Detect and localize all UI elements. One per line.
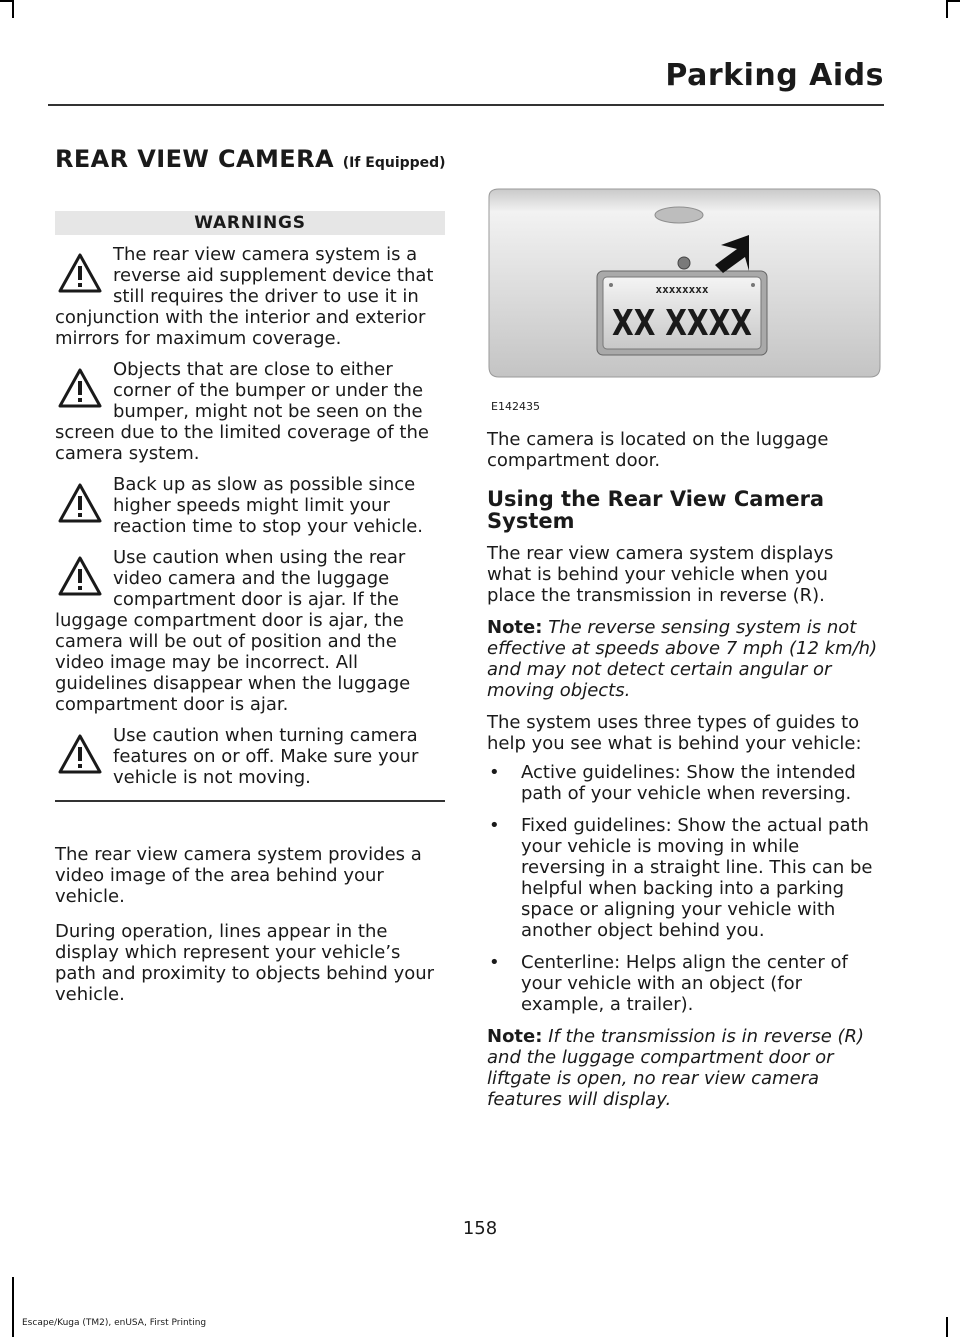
body-paragraph: The rear view camera system displays what is behind your vehicle when you place the transmission in reverse (R). — [487, 543, 834, 606]
note — [487, 1026, 882, 1110]
warning-text: Objects that are close to either corner of the bumper or under the bumper, might not be seen on the screen due to the limited coverage of the camera system. — [55, 359, 429, 464]
page-title: Parking Aids — [665, 58, 884, 93]
warning-text: The rear view camera system is a reverse aid supplement device that still requires the driver to use it in conjunction with the interior and exterior mirrors for maximum coverage. — [55, 244, 434, 349]
warnings-end-rule — [55, 800, 445, 802]
warning-triangle-icon — [57, 250, 103, 296]
note-text: If the transmission is in reverse (R) and the luggage compartment door or liftgate is open, no rear view camera features will display. — [487, 1026, 865, 1110]
subheading: Using the Rear View Camera System — [487, 487, 825, 533]
warning-text: Use caution when using the rear video camera and the luggage compartment door is ajar. If the luggage compartment door is ajar, the camera will be out of position and the video image may be incorrect. All guidelines disappear when the luggage compartment door is ajar. — [55, 547, 411, 715]
header-rule — [48, 104, 884, 106]
warning-item — [55, 547, 445, 715]
right-column — [487, 185, 882, 1110]
crop-mark — [946, 1317, 948, 1337]
note — [487, 617, 882, 701]
list-item — [487, 815, 882, 941]
warning-triangle-icon — [57, 553, 103, 599]
footer-text: Escape/Kuga (TM2), enUSA, First Printing — [22, 1318, 207, 1328]
warning-text: Back up as slow as possible since higher speeds might limit your reaction time to stop your vehicle. — [113, 474, 424, 537]
warning-text: Use caution when turning camera features on or off. Make sure your vehicle is not moving. — [113, 725, 419, 788]
bullet-icon: • — [489, 762, 500, 783]
bullet-icon: • — [489, 815, 500, 836]
warnings-list — [55, 244, 445, 788]
body-paragraph: The rear view camera system provides a video image of the area behind your vehicle. — [55, 844, 422, 907]
body-paragraph: The system uses three types of guides to help you see what is behind your vehicle: — [487, 712, 862, 754]
warning-triangle-icon — [57, 480, 103, 526]
warning-item — [55, 474, 445, 537]
warning-triangle-icon — [57, 365, 103, 411]
list-item-text: Centerline: Helps align the center of your vehicle with an object (for example, a trailer). — [521, 952, 848, 1015]
list-item — [487, 952, 882, 1015]
camera-location-figure — [487, 185, 882, 413]
plate-main-text: XX XXXX — [612, 303, 753, 344]
crop-mark — [12, 0, 14, 18]
note-text: The reverse sensing system is not effective at speeds above 7 mph (12 km/h) and may not detect certain angular or moving objects. — [487, 617, 878, 701]
warnings-heading: WARNINGS — [55, 211, 445, 235]
section-title-main: REAR VIEW CAMERA — [55, 145, 334, 173]
crop-mark — [12, 1277, 14, 1337]
luggage-door-illustration — [487, 185, 882, 403]
body-paragraph: During operation, lines appear in the display which represent your vehicle’s path and proximity to objects behind your vehicle. — [55, 921, 435, 1005]
warning-item — [55, 359, 445, 464]
page-number: 158 — [462, 1218, 498, 1239]
figure-caption: The camera is located on the luggage compartment door. — [487, 429, 829, 471]
crop-mark — [946, 0, 960, 2]
warning-item — [55, 725, 445, 788]
note-label: Note: — [487, 617, 543, 638]
guides-list — [487, 762, 882, 1015]
section-title — [55, 145, 445, 173]
bullet-icon: • — [489, 952, 500, 973]
figure-code: E142435 — [491, 400, 540, 413]
warning-triangle-icon — [57, 731, 103, 777]
list-item-text: Active guidelines: Show the intended path of your vehicle when reversing. — [521, 762, 856, 804]
list-item — [487, 762, 882, 804]
plate-top-text: xxxxxxxx — [655, 283, 709, 296]
section-title-suffix: (If Equipped) — [342, 155, 446, 171]
crop-mark — [946, 0, 948, 18]
warning-item — [55, 244, 445, 349]
note-label: Note: — [487, 1026, 543, 1047]
left-column — [55, 145, 445, 1005]
list-item-text: Fixed guidelines: Show the actual path your vehicle is moving in while reversing in a straight line. This can be helpful when backing into a parking space or aligning your vehicle with another object behind you. — [521, 815, 873, 941]
